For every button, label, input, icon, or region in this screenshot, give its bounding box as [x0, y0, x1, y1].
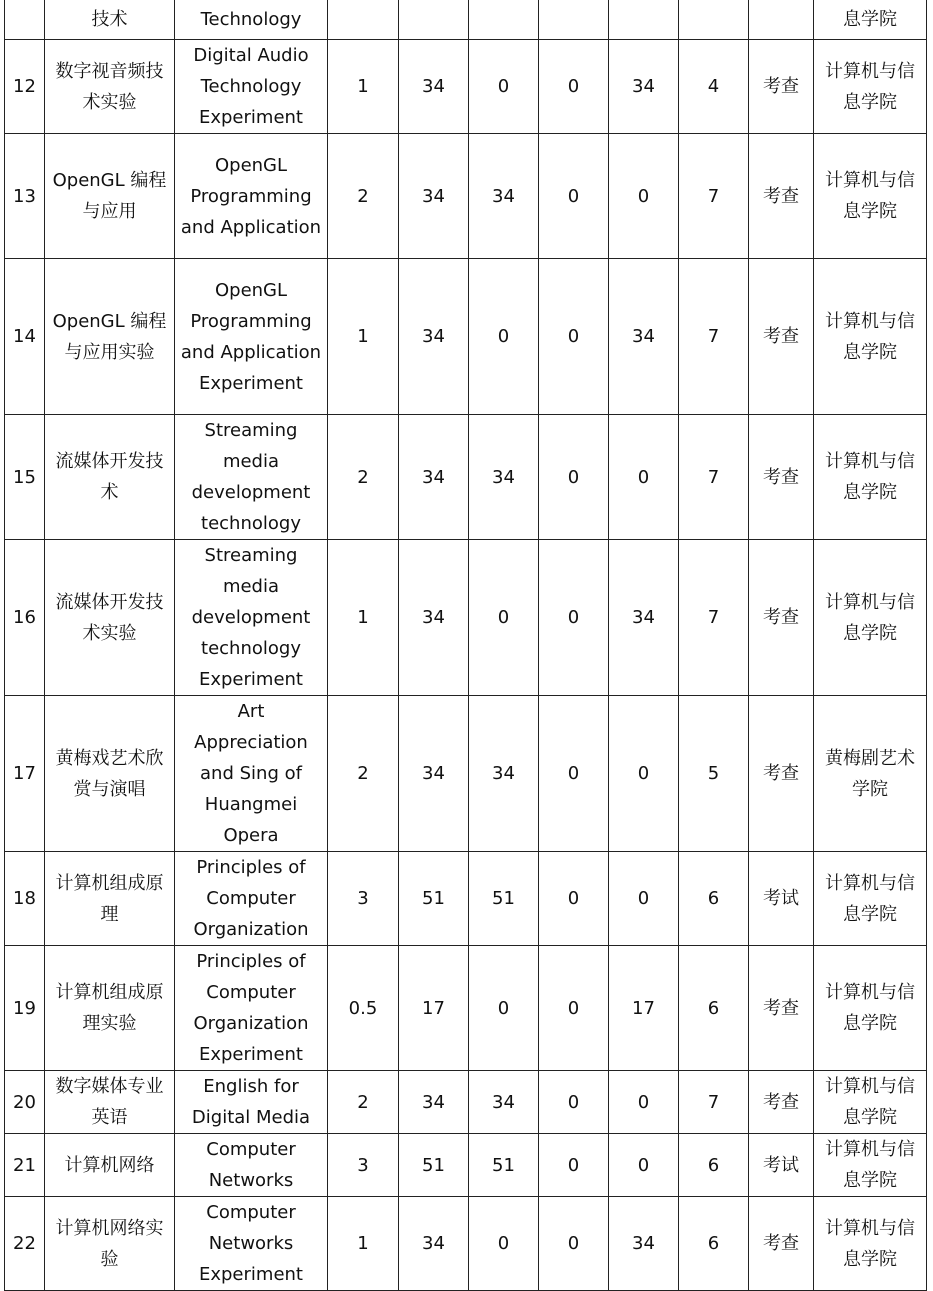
assessment-type: 考查 [749, 540, 814, 696]
other-hours: 0 [539, 134, 609, 259]
total-hours: 34 [399, 40, 469, 134]
semester: 7 [679, 540, 749, 696]
other-hours: 0 [539, 696, 609, 852]
table-body [5, 0, 927, 1291]
school-name: 计算机与信息学院 [814, 40, 927, 134]
other-hours: 0 [539, 946, 609, 1071]
other-hours: 0 [539, 259, 609, 415]
credit-value: 2 [328, 1071, 399, 1134]
assessment-type: 考查 [749, 415, 814, 540]
assessment-type: 考查 [749, 946, 814, 1071]
table-row [5, 259, 927, 415]
course-name-en: Computer Networks Experiment [175, 1197, 328, 1291]
lecture-hours: 0 [469, 946, 539, 1071]
lab-hours: 34 [609, 1197, 679, 1291]
lab-hours [609, 0, 679, 40]
course-name-cn: 黄梅戏艺术欣赏与演唱 [45, 696, 175, 852]
total-hours [399, 0, 469, 40]
course-name-en: Technology [175, 0, 328, 40]
school-name: 计算机与信息学院 [814, 1071, 927, 1134]
total-hours: 51 [399, 852, 469, 946]
semester: 7 [679, 415, 749, 540]
table-row [5, 40, 927, 134]
credit-value: 2 [328, 134, 399, 259]
table-row [5, 1134, 927, 1197]
course-number: 17 [5, 696, 45, 852]
lab-hours: 0 [609, 696, 679, 852]
school-name: 计算机与信息学院 [814, 134, 927, 259]
table-row [5, 415, 927, 540]
total-hours: 34 [399, 696, 469, 852]
total-hours: 34 [399, 1071, 469, 1134]
credit-value [328, 0, 399, 40]
course-number: 21 [5, 1134, 45, 1197]
course-number: 16 [5, 540, 45, 696]
course-name-cn: 流媒体开发技术实验 [45, 540, 175, 696]
total-hours: 34 [399, 540, 469, 696]
school-name: 计算机与信息学院 [814, 1197, 927, 1291]
lab-hours: 0 [609, 415, 679, 540]
course-name-en: Streaming media development technology [175, 415, 328, 540]
course-name-en: English for Digital Media [175, 1071, 328, 1134]
lecture-hours: 0 [469, 40, 539, 134]
credit-value: 2 [328, 696, 399, 852]
lecture-hours: 51 [469, 852, 539, 946]
total-hours: 51 [399, 1134, 469, 1197]
other-hours: 0 [539, 852, 609, 946]
credit-value: 1 [328, 540, 399, 696]
lab-hours: 0 [609, 1134, 679, 1197]
total-hours: 34 [399, 1197, 469, 1291]
course-name-cn: 流媒体开发技术 [45, 415, 175, 540]
lab-hours: 0 [609, 852, 679, 946]
assessment-type: 考试 [749, 1134, 814, 1197]
semester: 5 [679, 696, 749, 852]
course-name-en: Principles of Computer Organization [175, 852, 328, 946]
course-number: 13 [5, 134, 45, 259]
course-number: 14 [5, 259, 45, 415]
other-hours: 0 [539, 415, 609, 540]
credit-value: 3 [328, 1134, 399, 1197]
school-name: 计算机与信息学院 [814, 415, 927, 540]
lecture-hours: 0 [469, 1197, 539, 1291]
lecture-hours: 0 [469, 540, 539, 696]
table-row [5, 696, 927, 852]
other-hours: 0 [539, 1197, 609, 1291]
table-row [5, 0, 927, 40]
lecture-hours: 51 [469, 1134, 539, 1197]
table-row [5, 852, 927, 946]
table-row [5, 134, 927, 259]
lecture-hours: 0 [469, 259, 539, 415]
lecture-hours: 34 [469, 1071, 539, 1134]
course-name-cn: 数字视音频技术实验 [45, 40, 175, 134]
lab-hours: 17 [609, 946, 679, 1071]
course-name-en: OpenGL Programming and Application Experiment [175, 259, 328, 415]
school-name: 计算机与信息学院 [814, 540, 927, 696]
assessment-type: 考查 [749, 40, 814, 134]
course-name-en: Digital Audio Technology Experiment [175, 40, 328, 134]
course-number: 22 [5, 1197, 45, 1291]
lab-hours: 34 [609, 540, 679, 696]
school-name: 计算机与信息学院 [814, 1134, 927, 1197]
credit-value: 0.5 [328, 946, 399, 1071]
semester: 4 [679, 40, 749, 134]
course-number: 12 [5, 40, 45, 134]
school-name: 计算机与信息学院 [814, 259, 927, 415]
table-row [5, 540, 927, 696]
course-name-cn: 技术 [45, 0, 175, 40]
course-name-cn: 计算机组成原理 [45, 852, 175, 946]
total-hours: 34 [399, 134, 469, 259]
assessment-type [749, 0, 814, 40]
lab-hours: 34 [609, 40, 679, 134]
semester: 6 [679, 946, 749, 1071]
lecture-hours [469, 0, 539, 40]
lecture-hours: 34 [469, 696, 539, 852]
assessment-type: 考查 [749, 134, 814, 259]
lecture-hours: 34 [469, 134, 539, 259]
table-row [5, 1071, 927, 1134]
total-hours: 17 [399, 946, 469, 1071]
semester: 6 [679, 852, 749, 946]
lab-hours: 0 [609, 134, 679, 259]
credit-value: 2 [328, 415, 399, 540]
course-name-en: Art Appreciation and Sing of Huangmei Opera [175, 696, 328, 852]
lab-hours: 0 [609, 1071, 679, 1134]
course-number: 19 [5, 946, 45, 1071]
table-row [5, 1197, 927, 1291]
assessment-type: 考查 [749, 696, 814, 852]
course-name-cn: OpenGL 编程与应用实验 [45, 259, 175, 415]
total-hours: 34 [399, 415, 469, 540]
school-name: 黄梅剧艺术学院 [814, 696, 927, 852]
other-hours [539, 0, 609, 40]
credit-value: 1 [328, 259, 399, 415]
course-name-en: Principles of Computer Organization Experiment [175, 946, 328, 1071]
other-hours: 0 [539, 1134, 609, 1197]
credit-value: 1 [328, 1197, 399, 1291]
course-name-cn: 计算机网络 [45, 1134, 175, 1197]
credit-value: 3 [328, 852, 399, 946]
other-hours: 0 [539, 540, 609, 696]
course-name-cn: 计算机网络实验 [45, 1197, 175, 1291]
course-name-cn: 数字媒体专业英语 [45, 1071, 175, 1134]
assessment-type: 考查 [749, 1071, 814, 1134]
semester: 6 [679, 1134, 749, 1197]
other-hours: 0 [539, 1071, 609, 1134]
course-name-cn: 计算机组成原理实验 [45, 946, 175, 1071]
course-name-en: Streaming media development technology Experiment [175, 540, 328, 696]
course-number: 18 [5, 852, 45, 946]
lab-hours: 34 [609, 259, 679, 415]
assessment-type: 考试 [749, 852, 814, 946]
semester: 7 [679, 1071, 749, 1134]
course-table [4, 0, 927, 1291]
course-number [5, 0, 45, 40]
assessment-type: 考查 [749, 259, 814, 415]
course-name-en: OpenGL Programming and Application [175, 134, 328, 259]
course-name-cn: OpenGL 编程与应用 [45, 134, 175, 259]
total-hours: 34 [399, 259, 469, 415]
credit-value: 1 [328, 40, 399, 134]
course-name-en: Computer Networks [175, 1134, 328, 1197]
course-number: 15 [5, 415, 45, 540]
school-name: 计算机与信息学院 [814, 852, 927, 946]
school-name: 息学院 [814, 0, 927, 40]
lecture-hours: 34 [469, 415, 539, 540]
other-hours: 0 [539, 40, 609, 134]
course-number: 20 [5, 1071, 45, 1134]
assessment-type: 考查 [749, 1197, 814, 1291]
table-row [5, 946, 927, 1071]
school-name: 计算机与信息学院 [814, 946, 927, 1071]
semester: 7 [679, 259, 749, 415]
semester: 6 [679, 1197, 749, 1291]
semester [679, 0, 749, 40]
semester: 7 [679, 134, 749, 259]
